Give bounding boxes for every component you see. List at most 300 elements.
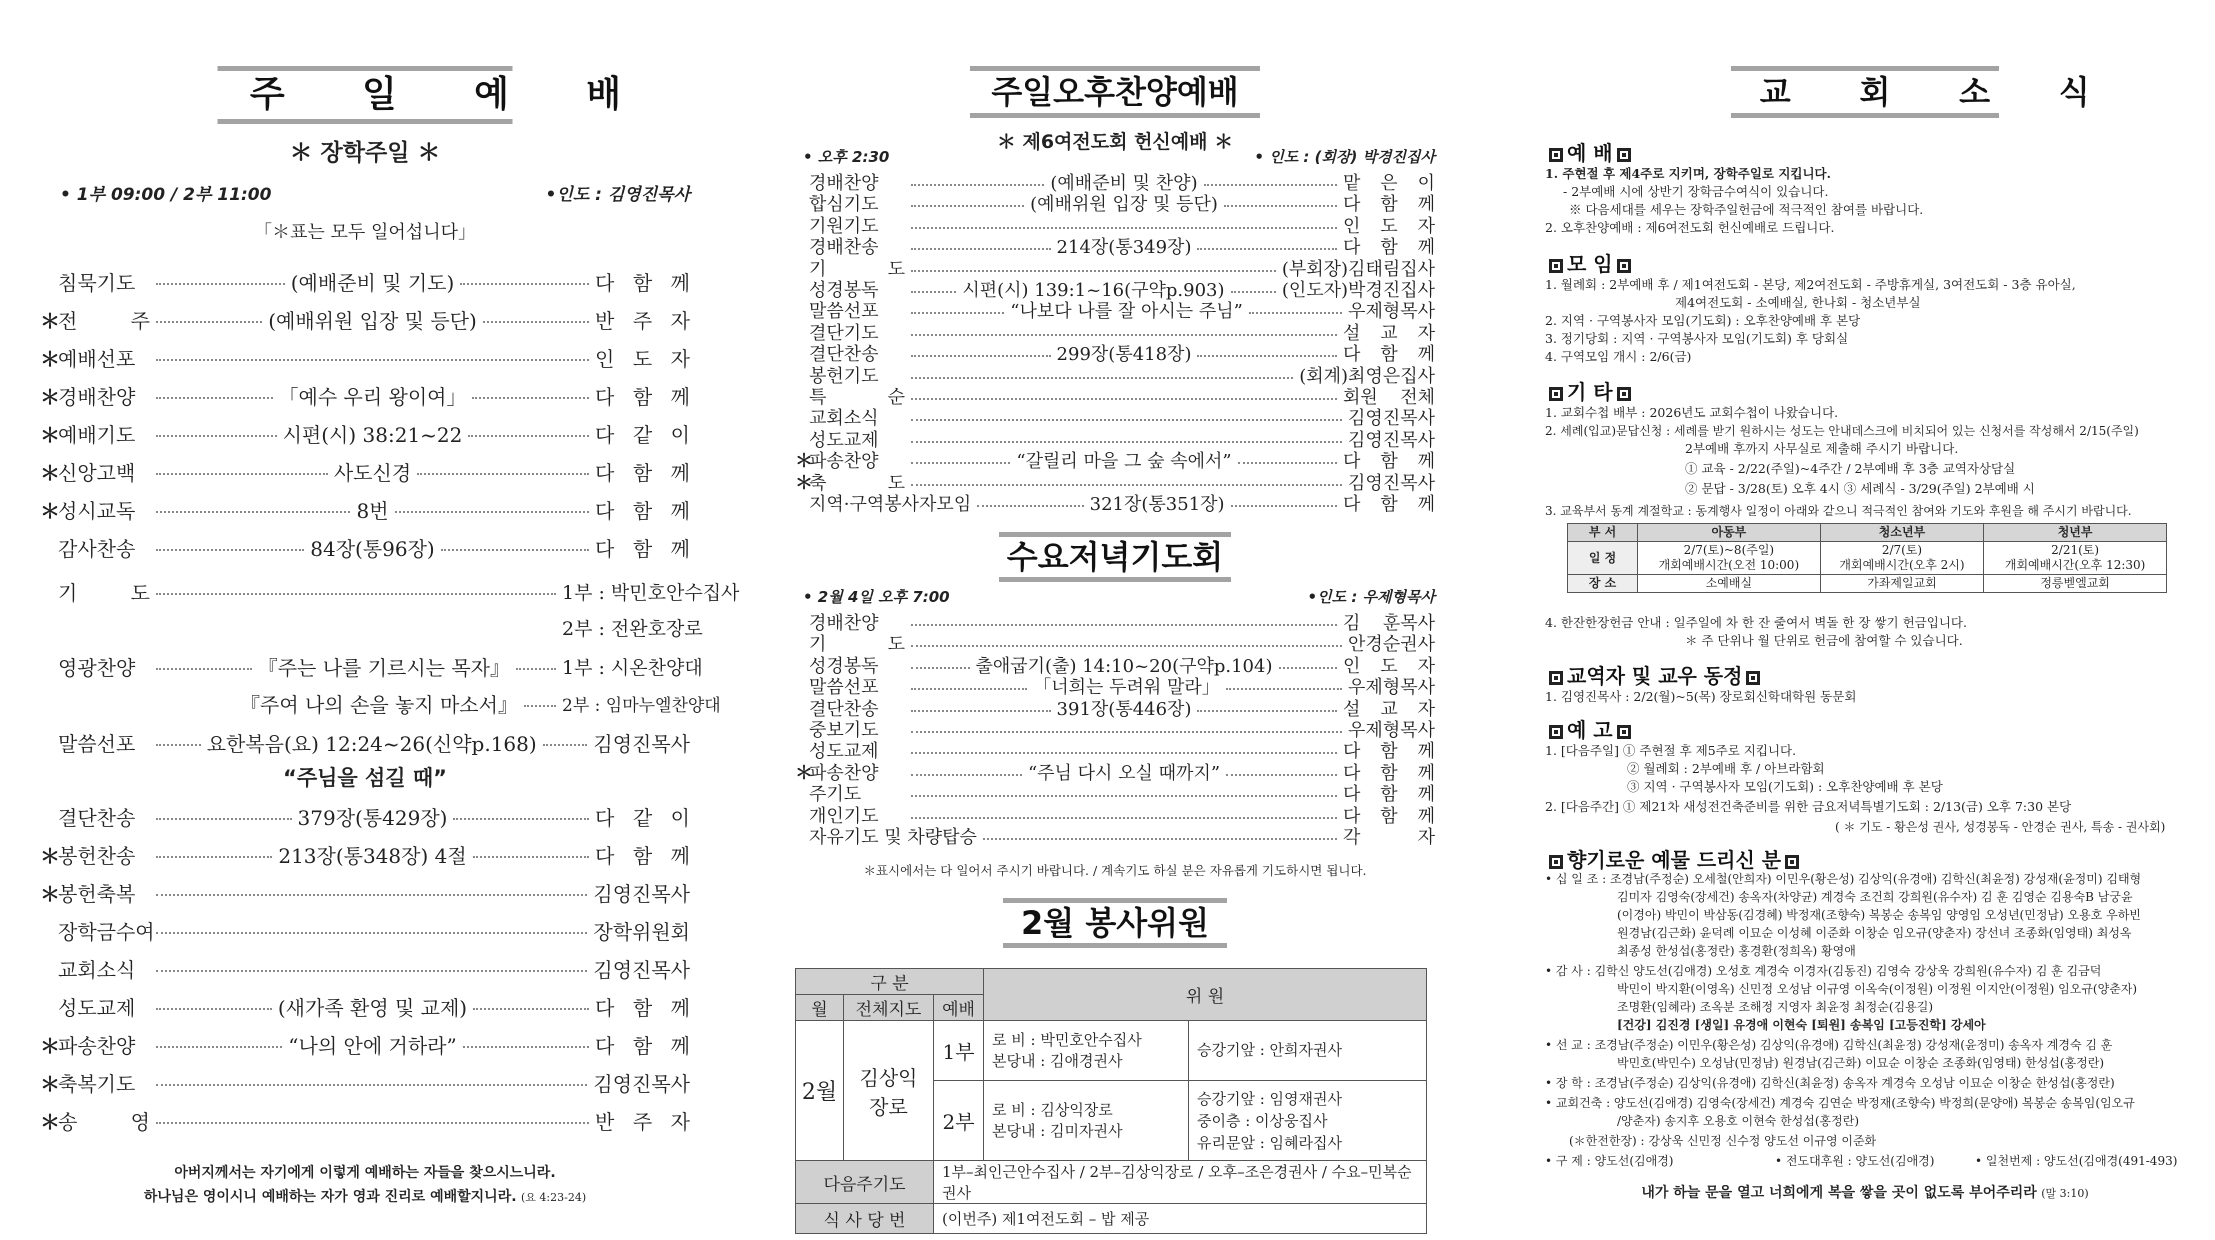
prayer-2: 2부 : 전완호장로 [562,617,703,640]
order-row [795,450,1436,473]
order-content: (예배준비 및 기도) [290,270,455,295]
edu-head: 청소년부 [1820,524,1983,542]
news-line: 박민호(박민수) 오성남(민정남) 원경남(김근화) 이묘순 이창순 조종화(임영태) 한성섭(홍정란) [1617,1056,2105,1070]
order-row [40,1105,690,1135]
order-person: 다 함 께 [1343,451,1436,473]
news-line: 김미자 김영숙(장세건) 송옥자(차양균) 계경숙 조건희 강희원(유수자) 김 훈 김영순 김용숙B 남궁윤 [1617,890,2133,904]
leader-dots [1279,667,1338,669]
square-icon [1785,855,1799,869]
order-label: 성도교제 [809,741,879,763]
leader-dots [156,473,328,475]
edu-line: 개회예배시간(오전 10:00) [1658,558,1800,572]
news-line: ( ＊ 기도 - 황은성 권사, 성경봉독 - 안경순 권사, 특송 - 권사회) [1835,820,2166,834]
square-icon [1617,387,1631,401]
order-row [795,193,1436,216]
order-person: 다 함 께 [1343,494,1436,515]
order-label: 경배찬양 [809,173,879,194]
news-line: 1. [다음주일] ① 주현절 후 제5주로 지킵니다. [1545,743,1797,758]
news-line: 최종성 한성섭(홍정란) 홍경환(정희옥) 황영애 [1617,944,1856,958]
standing-note: 「＊표는 모두 일어섭니다」 [254,222,476,243]
order-person: 김영진목사 [1348,472,1435,494]
leader-dots [911,270,1276,272]
order-row [795,633,1435,656]
leader-dots [1238,462,1337,464]
order-label: 말씀선포 [809,301,879,323]
order-row [795,698,1435,718]
order-row [40,266,690,296]
closing-verse-2-line [40,1186,690,1206]
order-person: 우제형목사 [1348,720,1435,741]
order-row [795,762,1435,782]
edu-cell: 소예배실 [1638,575,1821,593]
sec-heading: 예 고 [1567,718,1613,742]
standing-mark: ＊ [40,422,60,447]
sec-worship [1545,137,1635,166]
news-line: • 전도대후원 : 양도선(김애경) [1775,1154,1935,1168]
order-row [795,215,1435,235]
leader-dots [911,484,1342,486]
order-label: 성도교제 [809,429,879,451]
order-row [795,407,1435,430]
edu-head: 아동부 [1638,524,1821,542]
standing-mark: ＊ [795,762,813,784]
prayer-row-1 [40,576,740,606]
afternoon-theme: ＊ 제6여전도회 헌신예배 ＊ [996,131,1234,153]
edu-row-label: 일 정 [1568,542,1638,575]
leader-dots [911,667,970,669]
svc-s1: 1부 [934,1021,984,1081]
choir-2-who: 2부 : 임마누엘찬양대 [562,695,721,716]
square-icon [1549,148,1563,162]
leader-dots [911,774,1022,776]
news-line: - 2부예배 시에 상반기 장학금수여식이 있습니다. [1563,184,1829,199]
th-members: 위 원 [984,969,1427,1021]
order-person: 다 함 께 [595,384,690,409]
th-gubun: 구 분 [796,969,984,995]
order-content: 사도신경 [333,460,412,485]
square-icon [1746,671,1760,685]
edu-cell [1984,542,2167,575]
order-label: 축복기도 [58,1071,136,1096]
news-line: 제4여전도회 - 소예배실, 한나회 - 청소년부실 [1675,295,1921,310]
leader-dots [911,248,1051,250]
order-person: 각 자 [1343,827,1435,848]
meal-text: (이번주) 제1여전도회 – 밥 제공 [934,1204,1427,1234]
order-content: 299장(통418장) [1056,344,1192,366]
order-content: 시편(시) 139:1~16(구약p.903) [962,280,1225,301]
member-line: 로 비 : 박민호안수집사 [992,1030,1142,1049]
square-icon [1549,259,1563,273]
order-person: (인도자)박경진집사 [1281,280,1435,301]
order-person: 김 훈목사 [1343,613,1435,634]
leader-dots [441,549,589,551]
order-label: 주기도 [809,784,862,806]
th-month: 월 [796,995,844,1021]
leader-dots [911,688,1027,690]
leader-dots [1224,205,1337,207]
order-person: 인 도 자 [595,346,690,371]
news-line: 2부예배 후까지 사무실로 제출해 주시기 바랍니다. [1685,441,1959,456]
news-line: (＊한전한장) : 강상욱 신민정 신수정 양도선 이규영 이준화 [1569,1134,1877,1148]
order-content: “주님 다시 오실 때까지” [1027,762,1221,784]
choir-row-1 [40,651,703,681]
order-person: 다 함 께 [595,498,691,523]
order-row [795,236,1436,259]
order-label: 송 영 [58,1109,150,1134]
order-person: (회계)최영은집사 [1299,365,1435,387]
edu-line: 2/7(토)~8(주일) [1683,543,1775,557]
order-person: 다 같 이 [595,422,690,447]
wednesday-time-row [803,586,1435,606]
order-row [795,805,1435,825]
sec-meeting [1545,248,1635,277]
leader-dots [911,205,1024,207]
order-content: (예배준비 및 찬양) [1050,173,1198,194]
standing-mark: ＊ [40,1071,60,1096]
svc-month: 2월 [796,1021,844,1161]
order-person: (부회장)김태림집사 [1281,258,1435,280]
order-person: 다 함 께 [1343,805,1435,827]
square-icon [1549,855,1563,869]
order-content: 391장(통446장) [1056,698,1192,720]
leader-dots [1197,355,1337,357]
leader-dots [911,312,1004,314]
choir-1-who: 1부 : 시온찬양대 [562,656,703,679]
order-row [40,1029,690,1059]
sunday-worship-title: 주 일 예 배 [218,66,513,124]
order-person: 다 함 께 [1343,194,1436,216]
news-line: ② 월례회 : 2부예배 후 / 아브라함회 [1627,761,1825,776]
leader-dots [911,398,1337,400]
order-row [40,915,690,945]
leader-dots [911,752,1337,754]
news-line: 4. 한잔한장헌금 안내 : 일주일에 차 한 잔 줄여서 벽돌 한 장 쌓기 헌금입니다. [1545,615,1967,630]
order-person: 다 함 께 [595,460,690,485]
sec-heading: 예 배 [1567,141,1613,165]
order-row [40,801,690,831]
member-line: 로 비 : 김상익장로 [992,1100,1113,1119]
leader-dots [1231,505,1337,507]
leader-dots [911,462,1010,464]
order-row [40,380,690,410]
news-line: ※ 다음세대를 세우는 장학주일헌금에 적극적인 참여를 바랍니다. [1569,202,1924,217]
leader-dots [1197,710,1337,712]
order-person: 인 도 자 [1343,215,1435,237]
standing-mark: ＊ [40,460,60,485]
order-person: 반 주 자 [595,1109,690,1134]
leader-dots [156,511,350,513]
leader-dots [156,932,587,934]
news-line: 원경남(김근화) 윤덕례 이묘순 이성혜 이준화 이창순 임오규(양춘자) 장선녀 조종화(임영태) 최성옥 [1617,926,2132,940]
order-label: 파송찬양 [58,1033,136,1058]
order-content: “나보다 나를 잘 아시는 주님” [1010,301,1243,323]
edu-line: 2/21(토) [2051,543,2100,557]
sermon-row [40,727,690,757]
prayer-row-2 [40,612,703,642]
order-row [795,258,1435,278]
leader-dots [156,397,273,399]
order-person: 회원 전체 [1343,387,1435,408]
svc-guide: 김상익 장로 [844,1021,934,1161]
order-row [40,877,690,907]
order-label: 파송찬양 [809,762,879,784]
leader-dots [395,511,589,513]
leader-dots [911,795,1337,797]
order-row [795,172,1435,192]
sunday-leader: •인도 : 김영진목사 [545,184,690,205]
leader-dots [977,505,1083,507]
news-line: • 십 일 조 : 조경남(주정순) 오세철(안희자) 이민우(황은성) 김상익(유경애) 김학신(최윤정) 강성재(윤정미) 김태형 [1545,872,2142,886]
order-content: “갈릴리 마을 그 숲 속에서” [1016,451,1232,473]
standing-mark: ＊ [795,472,813,494]
order-label: 결단기도 [809,322,879,344]
member-line: 본당내 : 김애경권사 [992,1051,1123,1070]
leader-dots [483,321,589,323]
news-line: 3. 정기당회 : 지역 · 구역봉사자 모임(기도회) 후 당회실 [1545,331,1849,346]
news-line: 2. 오후찬양예배 : 제6여전도회 헌신예배로 드립니다. [1545,220,1835,235]
leader-dots [911,184,1044,186]
order-content: 213장(통348장) 4절 [278,843,467,868]
leader-dots [911,441,1342,443]
order-person: 김영진목사 [593,881,690,906]
member-line: 유리문앞 : 임혜라집사 [1197,1133,1343,1152]
order-label: 말씀선포 [809,677,879,699]
leader-dots [156,435,277,437]
news-line: 1. 김영진목사 : 2/2(월)~5(목) 장로회신학대학원 동문회 [1545,689,1857,704]
order-label: 침묵기도 [58,270,136,295]
leader-dots [156,894,587,896]
leader-dots [1226,688,1342,690]
order-row [795,655,1435,675]
order-person: 김영진목사 [593,957,690,982]
closing-verse-ref: (요 4:23-24) [521,1191,587,1204]
order-label: 교회소식 [809,408,879,430]
closing-verse: 내가 하늘 문을 열고 너희에게 복을 쌓을 곳이 없도록 부어주리라 [1641,1185,2037,1201]
order-row [795,719,1435,739]
leader-dots [911,419,1342,421]
order-content: 시편(시) 38:21~22 [282,422,463,447]
leader-dots [156,283,285,285]
news-line: 2. 세례(입교)문답신청 : 세례를 받기 원하시는 성도는 안내데스크에 비치되어 있는 신청서를 작성해서 2/15(주일) [1545,424,2139,438]
edu-cell [1638,542,1821,575]
news-line: • 감 사 : 김학신 양도선(김애경) 오성호 계경숙 이경자(김동진) 김영숙 강상욱 강희원(유수자) 김 훈 김금덕 [1545,964,2102,978]
afternoon-leader: • 인도 : (회장) 박경진집사 [1254,147,1435,166]
order-content: 214장(통349장) [1056,237,1192,259]
order-content: 「너희는 두려워 말라」 [1033,677,1220,699]
order-person: 김영진목사 [593,1071,690,1096]
square-icon [1617,148,1631,162]
news-line: 1. 교회수첩 배부 : 2026년도 교회수첩이 나왔습니다. [1545,405,1839,420]
order-person: 다 함 께 [1343,344,1436,366]
order-row [40,532,690,562]
order-content: 출애굽기(출) 14:10~20(구약p.104) [975,655,1273,677]
order-person: 다 같 이 [595,805,691,830]
wednesday-note: ＊표시에서는 다 일어서 주시기 바랍니다. / 계속기도 하실 분은 자유롭게 기도하시면 됩니다. [863,863,1367,878]
edu-head: 청년부 [1984,524,2167,542]
order-row [40,456,690,486]
leader-dots [156,856,272,858]
news-line: ② 문답 - 3/28(토) 오후 4시 ③ 세례식 - 3/29(주일) 2부예배 시 [1685,481,2035,496]
order-person: 다 함 께 [1343,237,1436,259]
order-label: 경배찬양 [809,613,879,634]
order-label: 성경봉독 [809,280,879,301]
svc-s2-members [984,1081,1189,1161]
order-person: 설 교 자 [1343,322,1435,344]
order-label: 특 순 [809,387,905,408]
leader-dots [156,1122,589,1124]
order-label: 성경봉독 [809,655,879,677]
order-label: 봉헌찬송 [58,843,136,868]
order-row [40,342,690,372]
leader-dots [911,645,1342,647]
th-guide: 전체지도 [844,995,934,1021]
order-label: 축 도 [809,472,905,494]
leader-dots [453,818,589,820]
order-label: 합심기도 [809,194,879,216]
order-row [795,386,1435,406]
news-line: 1. 주현절 후 제4주로 지키며, 장학주일로 지킵니다. [1545,166,1831,181]
standing-mark: ＊ [795,451,813,473]
member-line: 승강기앞 : 안희자권사 [1189,1021,1427,1081]
leader-dots [1197,248,1337,250]
order-row [795,612,1435,632]
sunday-times: • 1부 09:00 / 2부 11:00 [60,184,272,205]
news-line: 2. 지역 · 구역봉사자 모임(기도회) : 오후찬양예배 후 본당 [1545,313,1861,328]
order-label: 경배찬송 [809,237,879,259]
closing-verse-2: 하나님은 영이시니 예배하는 자가 영과 진리로 예배할지니라. [143,1189,517,1205]
order-label: 자유기도 및 차량탑승 [809,827,977,848]
standing-mark: ＊ [40,881,60,906]
order-content: “나의 안에 거하라” [288,1033,457,1058]
order-person: 다 함 께 [595,843,691,868]
news-line: • 일천번제 : 양도선(김애경(491-493) [1975,1154,2178,1168]
order-person: 다 함 께 [595,1033,690,1058]
square-icon [1549,387,1563,401]
leader-dots [463,1046,589,1048]
standing-mark: ＊ [40,384,60,409]
order-label: 기원기도 [809,215,879,237]
news-line: • 구 제 : 양도선(김애경) [1545,1154,1674,1168]
order-row [795,365,1435,385]
choir-2-song: 『주여 나의 손을 놓지 마소서』 [240,692,518,717]
news-line: [건강] 김진경 [생일] 유경애 이현숙 [퇴원] 송복임 [고등진학] 강세아 [1617,1018,1986,1032]
column-sunday-worship [40,0,740,1240]
leader-dots [473,1008,589,1010]
sec-heading: 교역자 및 교우 동정 [1567,664,1743,688]
order-label: 중보기도 [809,720,879,741]
edu-cell: 정릉벧엘교회 [1984,575,2167,593]
sermon-text: 요한복음(요) 12:24~26(신약p.168) [206,731,537,756]
order-person: 설 교 자 [1343,698,1436,720]
order-content: (새가족 환영 및 교제) [277,995,468,1020]
sunday-times-row [60,177,690,207]
leader-dots [156,1008,272,1010]
leader-dots [911,624,1337,626]
news-line: ＊ 주 단위나 월 단위로 헌금에 참여할 수 있습니다. [1685,633,1963,648]
edu-line: 개회예배시간(오후 2시) [1839,558,1965,572]
order-label: 파송찬양 [809,451,879,473]
leader-dots [983,838,1337,840]
news-line: • 장 학 : 조경남(주정순) 김상익(유경애) 김학신(최윤정) 송옥자 계경숙 오성남 이묘순 이창순 한성섭(홍정란) [1545,1076,2115,1090]
order-person: 장학위원회 [593,919,690,944]
sec-heading: 기 타 [1567,380,1613,404]
order-person: 인 도 자 [1343,655,1435,677]
order-label: 봉헌축복 [58,881,136,906]
order-label: 결단찬송 [58,805,136,830]
order-label: 교회소식 [58,957,136,982]
choir-1-song: 『주는 나를 기르시는 목자』 [257,655,510,680]
sec-notice [1545,714,1635,743]
square-icon [1549,671,1563,685]
order-row [795,322,1435,342]
order-label: 예배선포 [58,346,136,371]
order-label: 예배기도 [58,422,136,447]
news-line: 2. [다음주간] ① 제21차 새성전건축준비를 위한 금요저녁특별기도회 : 2/13(금) 오후 7:30 본당 [1545,799,2072,814]
wednesday-time: • 2월 4일 오후 7:00 [803,587,950,606]
news-line: ③ 지역 · 구역봉사자 모임(기도회) : 오후찬양예배 후 본당 [1627,779,1943,794]
news-line: 3. 교육부서 동계 계절학교 : 동계행사 일정이 아래와 같으니 적극적인 참여와 기도와 후원을 해 주시기 바랍니다. [1545,504,2132,518]
sermon-who: 김영진목사 [593,731,691,756]
order-row [795,472,1435,492]
news-line: (이경아) 박민이 박삼동(김경혜) 박정재(조향숙) 복봉순 송복임 양영임 오성년(민정남) 오용호 우하빈 [1617,908,2141,922]
order-person: 우제형목사 [1348,677,1435,699]
next-prayer-label: 다음주기도 [796,1161,934,1204]
afternoon-time: • 오후 2:30 [803,147,890,166]
th-service: 예배 [934,995,984,1021]
leader-dots [156,549,304,551]
leader-dots [911,355,1051,357]
order-label: 말씀선포 [58,731,136,756]
leader-dots [1204,184,1337,186]
leader-dots [911,731,1342,733]
leader-dots [156,818,292,820]
edu-line: 개회예배시간(오후 12:30) [2004,558,2146,572]
afternoon-time-row [803,146,1435,166]
wednesday-leader: •인도 : 우제형목사 [1307,587,1435,606]
order-row [40,304,690,334]
edu-line: 2/7(토) [1881,543,1923,557]
order-label: 결단찬송 [809,698,879,720]
news-line: ① 교육 - 2/22(주일)~4주간 / 2부예배 후 3층 교역자상담실 [1685,461,2016,476]
leader-dots [911,817,1337,819]
closing-verse-ref: (말 3:10) [2041,1187,2089,1200]
order-person: 다 함 께 [595,995,690,1020]
news-line: /양춘자) 송지후 오용호 이현숙 한성섭(홍정란) [1617,1114,1860,1128]
column-afternoon-wednesday [795,0,1435,1240]
order-person: 다 함 께 [595,536,690,561]
order-label: 기 도 [58,580,150,605]
leader-dots [911,227,1337,229]
order-label: 성시교독 [58,498,136,523]
church-news-title: 교 회 소 식 [1731,66,1999,118]
meal-label: 식 사 당 번 [796,1204,934,1234]
square-icon [1617,259,1631,273]
member-line: 중이층 : 이상웅집사 [1197,1111,1328,1130]
standing-mark: ＊ [40,1109,60,1134]
leader-dots [911,377,1293,379]
order-label: 감사찬송 [58,536,136,561]
order-content: (예배위원 입장 및 등단) [1030,194,1218,216]
leader-dots [1231,291,1276,293]
order-content: 84장(통96장) [310,536,435,561]
order-row [795,826,1435,846]
edu-row-label: 장 소 [1568,575,1638,593]
order-label: 전 주 [58,308,150,333]
choir-row-2 [40,688,721,718]
order-label: 신앙고백 [58,460,136,485]
order-content: 8번 [356,498,389,523]
leader-dots [911,291,956,293]
